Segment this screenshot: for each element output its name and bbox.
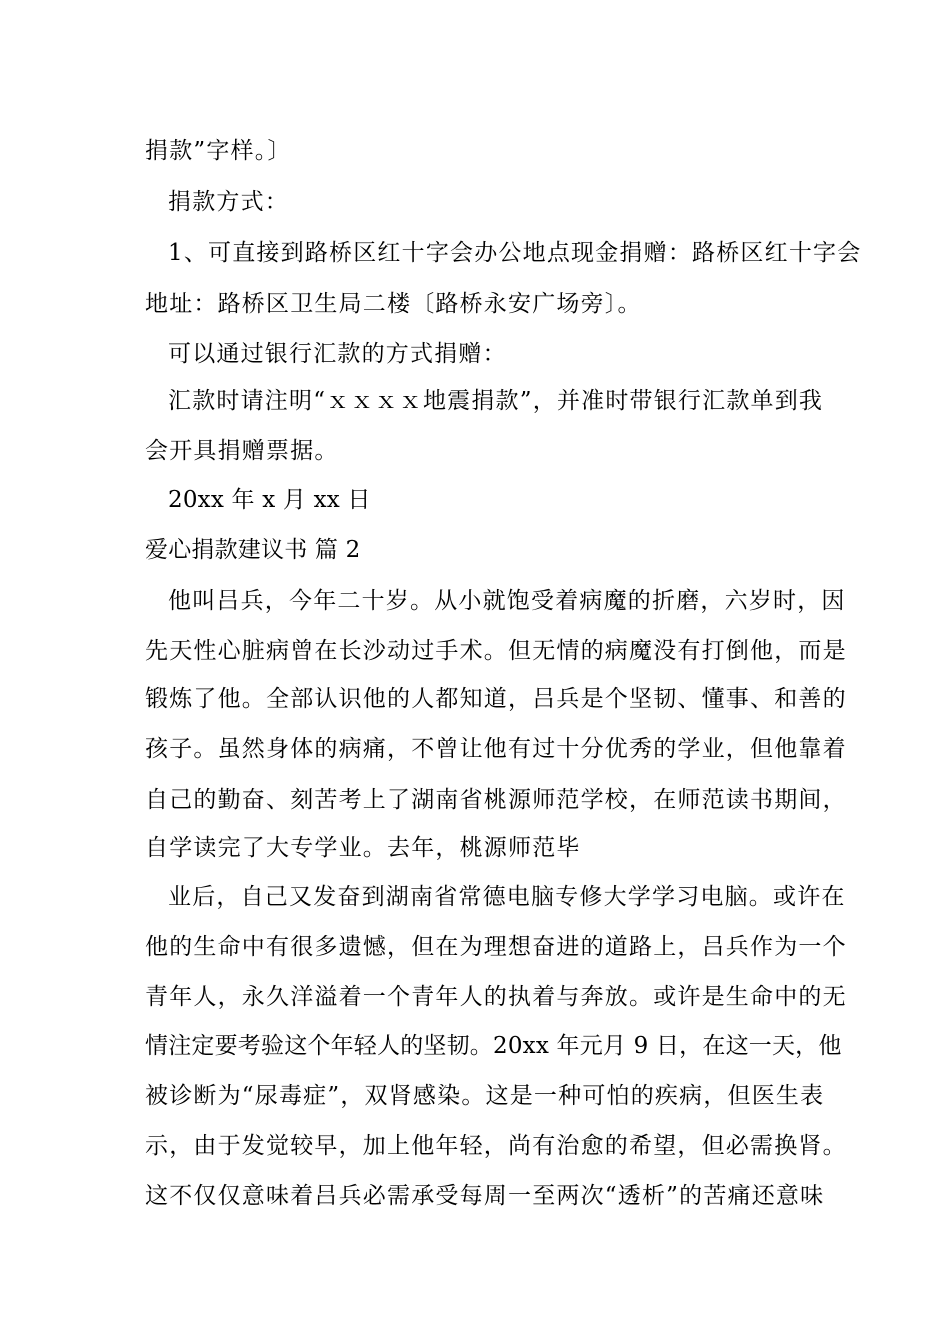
- text-line: 地址：路桥区卫生局二楼〔路桥永安广场旁〕。: [145, 291, 642, 317]
- text-line: 捐款”字样。〕: [145, 138, 292, 164]
- text-line: 锻炼了他。全部认识他的人都知道，吕兵是个坚韧、懂事、和善的: [145, 686, 847, 712]
- date-line: 20xx 年 x 月 xx 日: [168, 487, 371, 513]
- text-line: 他的生命中有很多遗憾，但在为理想奋进的道路上，吕兵作为一个: [145, 934, 847, 960]
- text-line: 这不仅仅意味着吕兵必需承受每周一至两次“透析”的苦痛还意味: [145, 1183, 825, 1209]
- text-line: 被诊断为“尿毒症”，双肾感染。这是一种可怕的疾病，但医生表: [145, 1083, 825, 1109]
- text-line: 业后，自己又发奋到湖南省常德电脑专修大学学习电脑。或许在: [168, 884, 846, 910]
- text-line: 他叫吕兵，今年二十岁。从小就饱受着病魔的折磨，六岁时，因: [168, 588, 846, 614]
- text-line: 捐款方式：: [168, 189, 289, 215]
- text-line: 情注定要考验这个年轻人的坚韧。20xx 年元月 9 日，在这一天，他: [145, 1033, 842, 1059]
- text-line: 示，由于发觉较早，加上他年轻，尚有治愈的希望，但必需换肾。: [145, 1133, 847, 1159]
- text-line: 自己的勤奋、刻苦考上了湖南省桃源师范学校，在师范读书期间，: [145, 787, 847, 813]
- text-line: 汇款时请注明“ｘｘｘｘ地震捐款”，并准时带银行汇款单到我: [168, 388, 824, 414]
- text-line: 1、可直接到路桥区红十字会办公地点现金捐赠：路桥区红十字会: [168, 240, 862, 266]
- text-line: 会开具捐赠票据。: [145, 438, 339, 464]
- text-line: 自学读完了大专学业。去年，桃源师范毕: [145, 835, 581, 861]
- section-heading: 爱心捐款建议书 篇 2: [145, 537, 361, 563]
- text-line: 青年人，永久洋溢着一个青年人的执着与奔放。或许是生命中的无: [145, 984, 847, 1010]
- text-line: 孩子。虽然身体的病痛，不曾让他有过十分优秀的学业，但他靠着: [145, 736, 847, 762]
- text-line: 先天性心脏病曾在长沙动过手术。但无情的病魔没有打倒他，而是: [145, 638, 847, 664]
- text-line: 可以通过银行汇款的方式捐赠：: [168, 341, 507, 367]
